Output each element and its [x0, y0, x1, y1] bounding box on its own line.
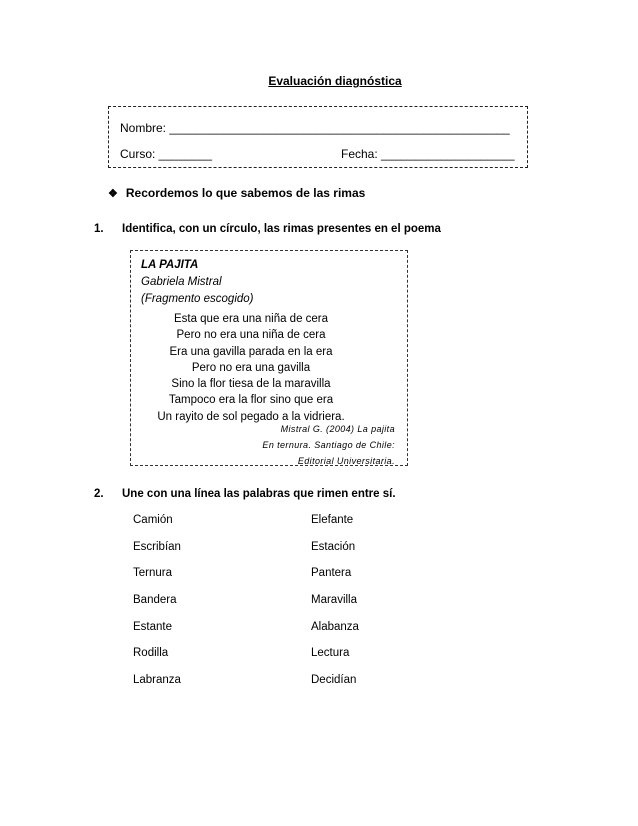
rhyme-word-right: Lectura: [311, 647, 350, 660]
rhyme-word-right: Pantera: [311, 567, 352, 580]
rhyme-word-left: Labranza: [133, 674, 181, 687]
rhyme-word-left: Ternura: [133, 567, 172, 580]
poem-author: Gabriela Mistral: [141, 276, 222, 288]
poem-box: [130, 250, 408, 466]
rhyme-word-right: Alabanza: [311, 620, 359, 633]
student-info-box: [108, 106, 528, 168]
poem-verse: Era una gavilla parada en la era: [169, 345, 333, 358]
question-1-text: Identifica, con un círculo, las rimas presentes en el poema: [122, 223, 441, 235]
question-1-number: 1.: [94, 223, 104, 235]
poem-verse: Sino la flor tiesa de la maravilla: [171, 378, 331, 391]
date-field: Fecha: ____________________: [341, 147, 515, 161]
poem-header: [141, 257, 254, 308]
question-2-text: Une con una línea las palabras que rimen entre sí.: [122, 488, 396, 500]
poem-verses: [131, 311, 371, 425]
section-heading: [108, 186, 365, 200]
citation-line: Editorial Universitaria.: [297, 456, 395, 466]
page-title: Evaluación diagnóstica: [268, 74, 402, 88]
poem-title: LA PAJITA: [141, 259, 199, 271]
citation-line: Mistral G. (2004) La pajita: [280, 424, 395, 434]
course-field: Curso: ________: [120, 147, 213, 161]
poem-verse: Un rayito de sol pegado a la vidriera.: [157, 410, 345, 423]
citation-line: En ternura. Santiago de Chile:: [262, 440, 395, 450]
question-2: [94, 488, 396, 500]
question-1: [94, 223, 441, 235]
rhyme-word-right: Maravilla: [311, 594, 358, 607]
name-field: Nombre: ___________________________________________________: [120, 121, 510, 135]
rhyme-word-right: Decidían: [311, 674, 357, 687]
rhyme-word-left: Bandera: [133, 594, 177, 607]
poem-citation: [262, 421, 395, 469]
poem-verse: Pero no era una gavilla: [191, 361, 311, 374]
section-heading-text: Recordemos lo que sabemos de las rimas: [125, 186, 366, 200]
diamond-bullet-icon: ❖: [108, 187, 118, 200]
rhyme-word-left: Camión: [133, 514, 173, 526]
rhyme-word-left: Escribían: [133, 540, 181, 553]
rhyme-word-right: Elefante: [311, 514, 354, 526]
poem-verse: Tampoco era la flor sino que era: [168, 394, 334, 407]
rhyme-word-left: Estante: [133, 620, 172, 633]
rhyme-word-left: Rodilla: [133, 647, 169, 660]
poem-verse: Esta que era una niña de cera: [173, 313, 329, 325]
poem-verse: Pero no era una niña de cera: [176, 329, 326, 342]
poem-fragment-note: (Fragmento escogido): [141, 293, 254, 305]
question-2-number: 2.: [94, 488, 104, 500]
rhyme-word-right: Estación: [311, 540, 356, 553]
